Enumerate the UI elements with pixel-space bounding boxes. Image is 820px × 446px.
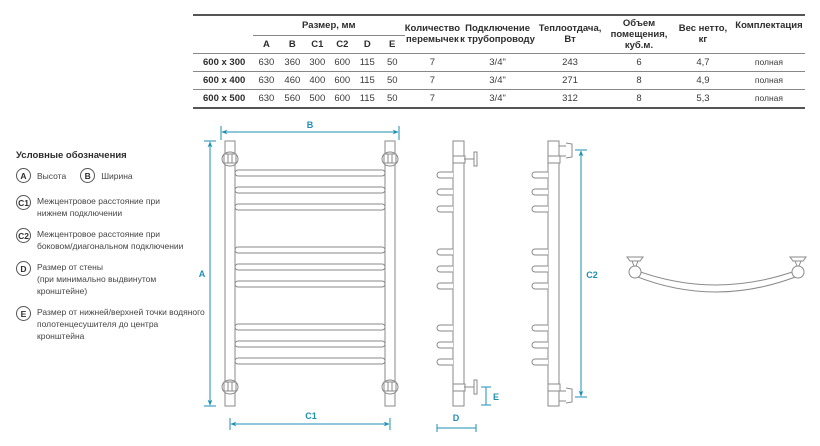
dimension-label-b: B (306, 120, 314, 130)
col-header-d: D (355, 35, 380, 53)
cell-b: 360 (280, 53, 305, 71)
cell-a: 630 (253, 89, 280, 108)
cell-room-volume: 8 (605, 71, 673, 89)
side-view-bottom-connection (437, 141, 477, 406)
cell-c2: 600 (330, 89, 355, 108)
cell-d: 115 (355, 71, 380, 89)
legend-text-c2: Межцентровое расстояние при боковом/диагональном подключении (37, 229, 184, 251)
cell-bridges: 7 (405, 89, 460, 108)
cell-net-weight: 5,3 (673, 89, 733, 108)
cell-heat-output: 243 (535, 53, 605, 71)
cell-e: 50 (380, 53, 405, 71)
col-header-net-weight: Вес нетто, кг (673, 15, 733, 53)
dimension-a (204, 141, 216, 406)
side-view-side-connection (532, 141, 572, 406)
model-cell: 600 x 400 (193, 71, 253, 89)
model-cell: 600 x 300 (193, 53, 253, 71)
top-right-coupling-icon (382, 152, 398, 166)
cell-connection: 3/4" (460, 53, 535, 71)
cell-set: полная (733, 71, 805, 89)
cell-a: 630 (253, 53, 280, 71)
dimension-label-d: D (452, 413, 460, 423)
col-header-a: A (253, 35, 280, 53)
cell-set: полная (733, 89, 805, 108)
cell-e: 50 (380, 89, 405, 108)
legend-text-b: Ширина (101, 170, 133, 181)
cell-connection: 3/4" (460, 71, 535, 89)
dimension-label-e: E (492, 392, 500, 402)
cell-c1: 400 (305, 71, 330, 89)
cell-d: 115 (355, 89, 380, 108)
col-header-c2: C2 (330, 35, 355, 53)
col-header-heat-output: Теплоотдача, Вт (535, 15, 605, 53)
cell-b: 560 (280, 89, 305, 108)
bottom-left-coupling-icon (222, 380, 238, 394)
dimension-c2 (575, 150, 587, 397)
front-view-drawing (222, 141, 398, 406)
cell-c1: 500 (305, 89, 330, 108)
legend-title: Условные обозначения (16, 150, 127, 161)
side-bars (437, 172, 453, 365)
cell-bridges: 7 (405, 53, 460, 71)
legend-badge-a: A (16, 168, 31, 183)
col-header-bridges: Количество перемычек (405, 15, 460, 53)
legend-text-c1: Межцентровое расстояние при нижнем подключении (37, 196, 160, 218)
size-group-header: Размер, мм (253, 15, 405, 35)
bottom-right-coupling-icon (382, 380, 398, 394)
cell-heat-output: 271 (535, 71, 605, 89)
cell-b: 460 (280, 71, 305, 89)
col-header-b: B (280, 35, 305, 53)
cell-a: 630 (253, 71, 280, 89)
cell-c1: 300 (305, 53, 330, 71)
cell-heat-output: 312 (535, 89, 605, 108)
legend-text-e: Размер от нижней/верхней точки водяного полотенцесушителя до центра кронштейна (37, 307, 205, 341)
side-bars (532, 172, 548, 365)
model-cell: 600 x 500 (193, 89, 253, 108)
dimension-label-c1: C1 (305, 411, 317, 421)
legend-badge-b: B (80, 168, 95, 183)
legend-badge-c2: C2 (16, 228, 31, 243)
col-header-room-volume: Объем помещения, куб.м. (605, 15, 673, 53)
cell-c2: 600 (330, 53, 355, 71)
legend-badge-c1: C1 (16, 195, 31, 210)
legend-text-a: Высота (37, 170, 67, 181)
cell-room-volume: 6 (605, 53, 673, 71)
legend-badge-e: E (16, 306, 31, 321)
top-view-drawing (627, 257, 806, 292)
col-header-c1: C1 (305, 35, 330, 53)
cell-room-volume: 8 (605, 89, 673, 108)
cell-bridges: 7 (405, 71, 460, 89)
top-left-coupling-icon (222, 152, 238, 166)
col-header-set: Комплектация (733, 15, 805, 53)
towel-bars (235, 170, 385, 364)
col-header-e: E (380, 35, 405, 53)
dimension-d (437, 424, 476, 432)
right-wall-bracket-icon (790, 257, 806, 278)
cell-net-weight: 4,9 (673, 71, 733, 89)
cell-c2: 600 (330, 71, 355, 89)
cell-e: 50 (380, 71, 405, 89)
legend-badge-d: D (16, 261, 31, 276)
dimension-label-a: A (198, 269, 206, 279)
cell-d: 115 (355, 53, 380, 71)
cell-set: полная (733, 53, 805, 71)
left-wall-bracket-icon (627, 257, 643, 278)
cell-net-weight: 4,7 (673, 53, 733, 71)
dimension-e (481, 387, 491, 405)
col-header-connection: Подключение к трубопроводу (460, 15, 535, 53)
legend-text-d: Размер от стены (при минимально выдвинутом кронштейне) (37, 262, 157, 296)
dimension-label-c2: C2 (586, 270, 598, 280)
cell-connection: 3/4" (460, 89, 535, 108)
